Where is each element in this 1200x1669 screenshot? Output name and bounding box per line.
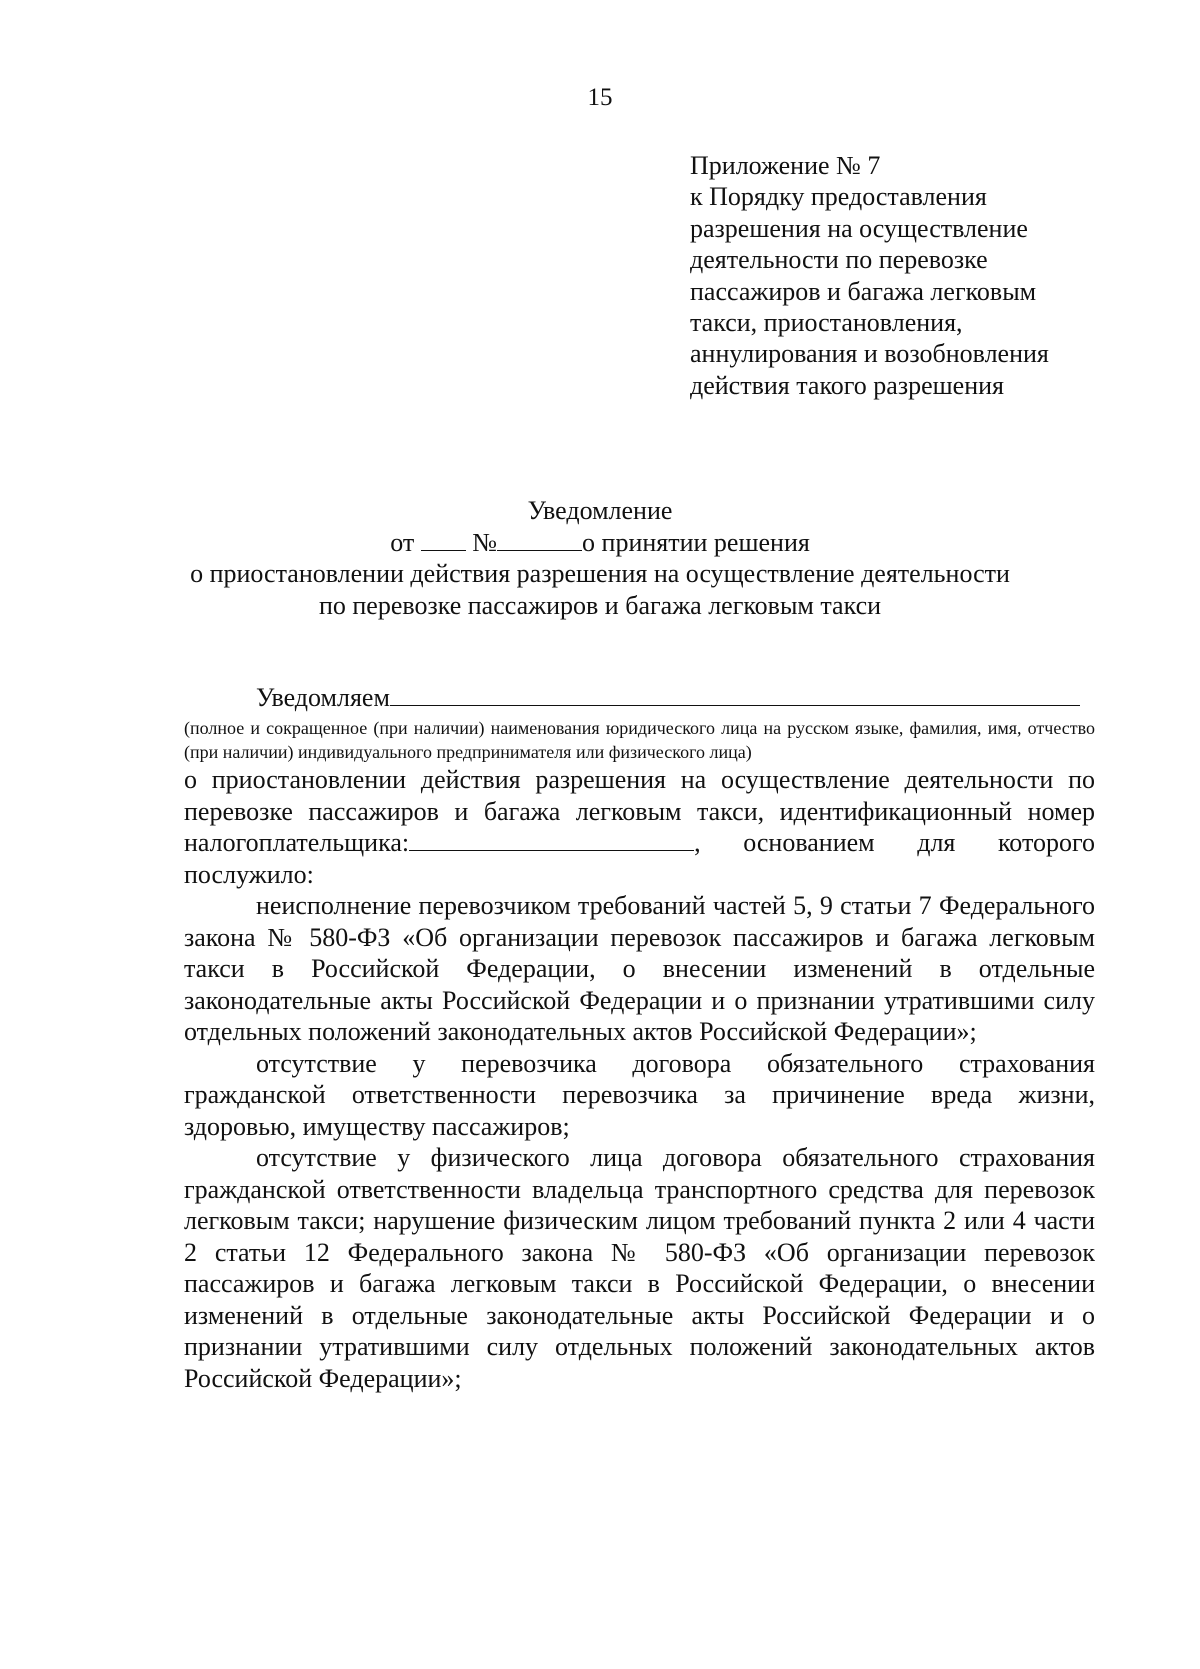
appendix-line: деятельности по перевозке <box>690 245 988 275</box>
appendix-line: Приложение № 7 <box>690 151 881 180</box>
recipient-blank <box>390 683 1080 706</box>
appendix-line: аннулирования и возобновления <box>690 339 1049 369</box>
decision-text: о принятии решения <box>582 527 810 557</box>
appendix-line: пассажиров и багажа легковым <box>690 276 1037 306</box>
paragraph-ground-1: неисполнение перевозчиком требований частей 5, 9 статьи 7 Федерального закона № 580-ФЗ «Об организации перевозок пассажиров и багажа легковым такси в Российской Федерации, о внесении изменений в отдельные законодательные акты Российской Федерации и о признании утратившими силу отдельных положений законодательных актов Российской Федерации»; <box>184 891 1095 1046</box>
appendix-header <box>690 150 1110 401</box>
appendix-line: такси, приостановления, <box>690 308 963 338</box>
date-blank <box>421 530 466 551</box>
appendix-line: к Порядку предоставления <box>690 182 987 212</box>
notice-subject-line: по перевозке пассажиров и багажа легковым такси <box>318 590 882 620</box>
recipient-hint <box>184 716 1095 764</box>
notice-heading <box>0 495 1200 621</box>
notice-body <box>184 764 1095 1394</box>
paragraph-intro-start: о приостановлении действия разрешения на осуществление деятельности по перевозке пассажиров и багажа легковым такси, идентификационный номер налогоплательщика: <box>184 765 1095 857</box>
number-label: № <box>472 527 498 557</box>
notice-title: Уведомление <box>527 496 673 525</box>
appendix-line: действия такого разрешения <box>690 370 1004 400</box>
notify-line <box>256 682 1080 714</box>
notify-word: Уведомляем <box>256 683 390 712</box>
paragraph-ground-2: отсутствие у перевозчика договора обязательного страхования гражданской ответственности перевозчика за причинение вреда жизни, здоровью, имуществу пассажиров; <box>184 1048 1095 1141</box>
from-label: от <box>390 527 415 557</box>
notice-subject-line: о приостановлении действия разрешения на осуществление деятельности <box>190 559 1010 588</box>
notice-date-number-line <box>0 527 1200 559</box>
page-number: 15 <box>587 84 613 111</box>
appendix-line: разрешения на осуществление <box>690 213 1028 243</box>
inn-blank <box>409 828 694 851</box>
paragraph-intro-end: , основанием для которого послужило: <box>184 828 1095 889</box>
number-blank <box>497 530 582 551</box>
recipient-hint-text: (полное и сокращенное (при наличии) наименования юридического лица на русском языке, фамилия, имя, отчество (при наличии) индивидуального предпринимателя или физического лица) <box>184 718 1095 762</box>
paragraph-ground-3: отсутствие у физического лица договора обязательного страхования гражданской ответственности владельца транспортного средства для перевозок легковым такси; нарушение физическим лицом требований пункта 2 или 4 части 2 статьи 12 Федерального закона № 580-ФЗ «Об организации перевозок пассажиров и багажа легковым такси в Российской Федерации, о внесении изменений в отдельные законодательные акты Российской Федерации и о признании утратившими силу отдельных положений законодательных актов Российской Федерации»; <box>184 1143 1095 1393</box>
paragraph-intro <box>184 764 1095 890</box>
